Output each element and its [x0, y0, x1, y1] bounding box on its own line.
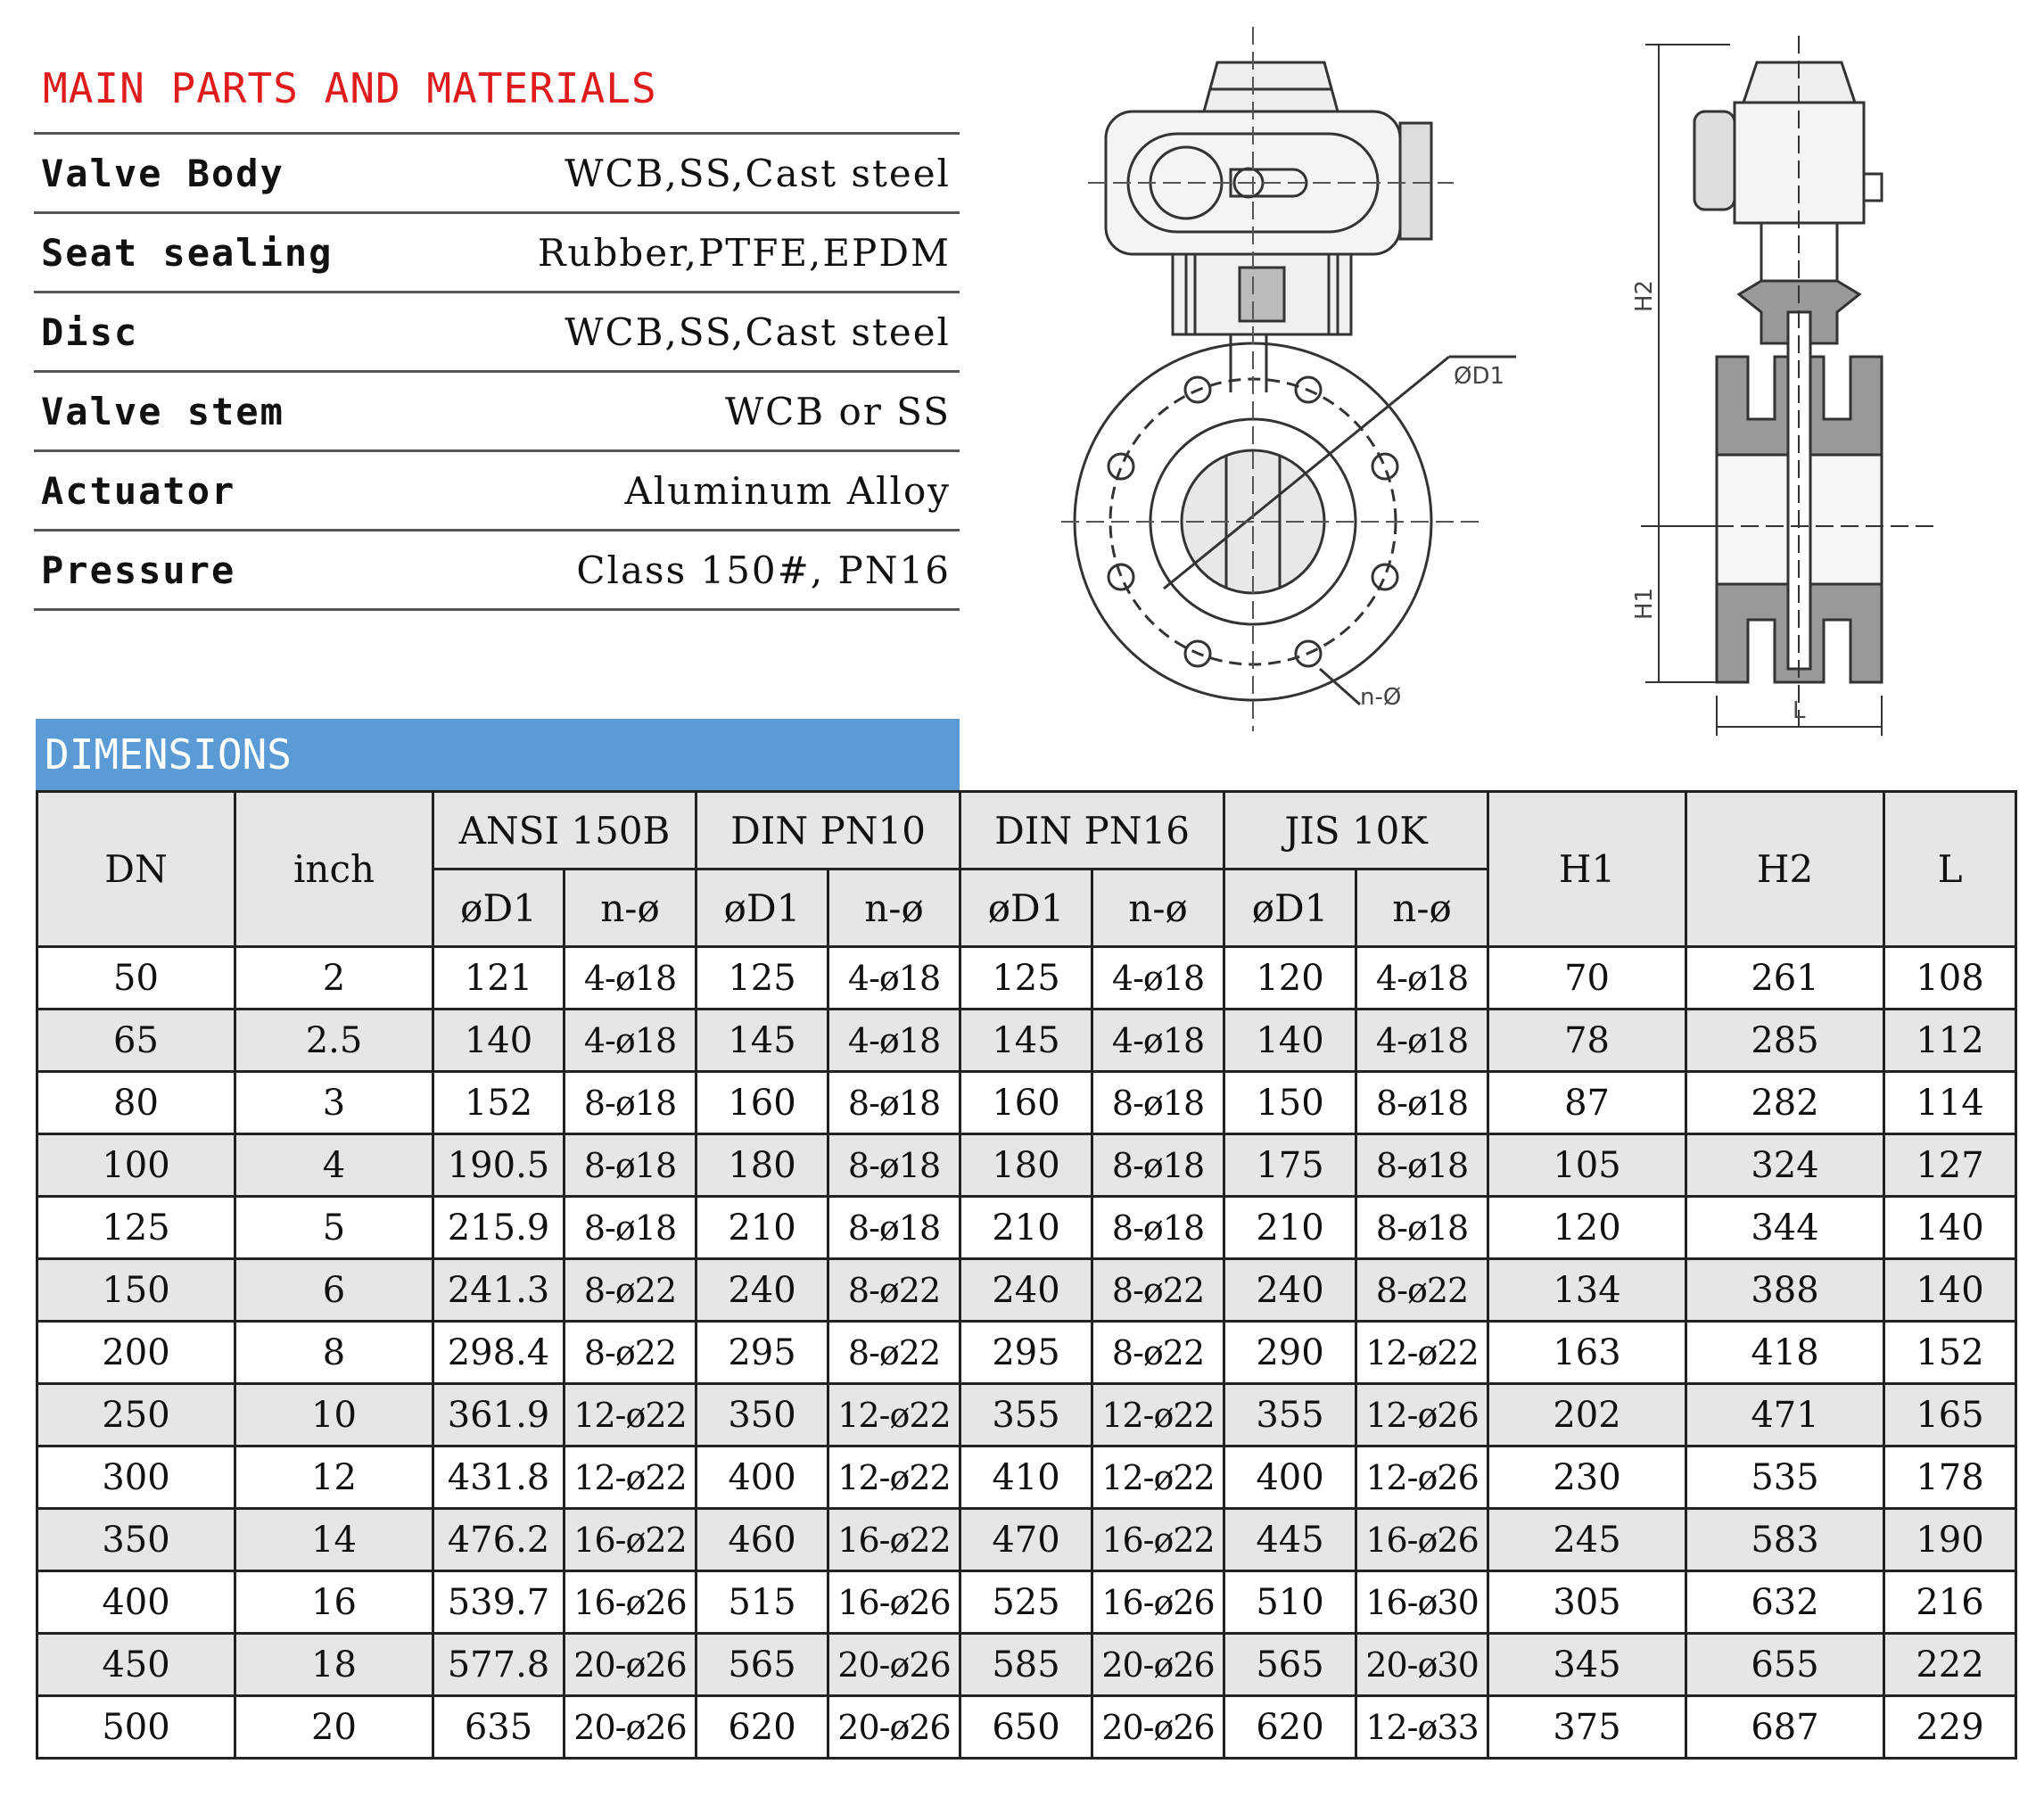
table-row — [37, 1509, 2016, 1571]
flange-front-view — [1075, 343, 1516, 705]
table-cell: 8-ø22 — [565, 1322, 696, 1384]
table-row — [37, 1696, 2016, 1759]
table-cell: 620 — [696, 1696, 828, 1759]
table-row — [37, 947, 2016, 1010]
table-row — [37, 1571, 2016, 1634]
table-cell: 16-ø22 — [565, 1509, 696, 1571]
table-row — [37, 1322, 2016, 1384]
table-cell: 295 — [960, 1322, 1092, 1384]
header-row — [37, 792, 2016, 870]
table-cell: 261 — [1686, 947, 1884, 1010]
table-cell: 460 — [696, 1509, 828, 1571]
table-cell: 632 — [1686, 1571, 1884, 1634]
table-cell: 120 — [1224, 947, 1356, 1010]
table-cell: 20 — [235, 1696, 433, 1759]
table-cell: 8-ø18 — [565, 1197, 696, 1259]
table-cell: 535 — [1686, 1446, 1884, 1509]
table-cell: 620 — [1224, 1696, 1356, 1759]
table-cell: 8-ø22 — [828, 1259, 960, 1322]
table-cell: 16-ø22 — [1092, 1509, 1224, 1571]
table-cell: 112 — [1884, 1010, 2016, 1072]
table-cell: 105 — [1488, 1134, 1686, 1197]
table-cell: 400 — [696, 1446, 828, 1509]
table-cell: 4-ø18 — [1356, 1010, 1488, 1072]
table-cell: 12-ø22 — [565, 1384, 696, 1446]
table-cell: 20-ø26 — [565, 1696, 696, 1759]
table-cell: 510 — [1224, 1571, 1356, 1634]
table-cell: 12-ø26 — [1356, 1384, 1488, 1446]
table-cell: 16-ø26 — [828, 1571, 960, 1634]
table-cell: 4-ø18 — [1092, 1010, 1224, 1072]
table-cell: 180 — [960, 1134, 1092, 1197]
table-cell: 577.8 — [433, 1634, 565, 1696]
table-cell: 4 — [235, 1134, 433, 1197]
dimensions-table — [36, 790, 2017, 1760]
table-cell: 108 — [1884, 947, 2016, 1010]
table-cell: 4-ø18 — [565, 947, 696, 1010]
table-cell: 125 — [37, 1197, 235, 1259]
table-cell: 8-ø22 — [565, 1259, 696, 1322]
table-cell: 431.8 — [433, 1446, 565, 1509]
table-cell: 12-ø22 — [1092, 1384, 1224, 1446]
subheader-n-phi: n-ø — [565, 870, 696, 947]
table-cell: 539.7 — [433, 1571, 565, 1634]
table-cell: 12-ø26 — [1356, 1446, 1488, 1509]
table-cell: 160 — [696, 1072, 828, 1134]
subheader-n-phi: n-ø — [1356, 870, 1488, 947]
subheader-n-phi: n-ø — [828, 870, 960, 947]
table-row — [37, 1010, 2016, 1072]
parts-row — [34, 293, 960, 373]
table-cell: 20-ø26 — [828, 1696, 960, 1759]
table-cell: 585 — [960, 1634, 1092, 1696]
part-material: WCB,SS,Cast steel — [565, 151, 951, 195]
table-cell: 78 — [1488, 1010, 1686, 1072]
parts-row — [34, 214, 960, 293]
subheader-od1: øD1 — [696, 870, 828, 947]
table-cell: 163 — [1488, 1322, 1686, 1384]
header-l: L — [1884, 792, 2016, 947]
table-cell: 16-ø22 — [828, 1509, 960, 1571]
part-name: Disc — [41, 309, 139, 354]
table-cell: 635 — [433, 1696, 565, 1759]
table-cell: 324 — [1686, 1134, 1884, 1197]
table-row — [37, 1072, 2016, 1134]
table-cell: 4-ø18 — [828, 1010, 960, 1072]
dimensions-title: DIMENSIONS — [36, 719, 960, 790]
table-cell: 8-ø18 — [1356, 1134, 1488, 1197]
table-cell: 230 — [1488, 1446, 1686, 1509]
table-cell: 3 — [235, 1072, 433, 1134]
table-cell: 125 — [696, 947, 828, 1010]
table-cell: 8-ø18 — [565, 1072, 696, 1134]
table-cell: 70 — [1488, 947, 1686, 1010]
table-cell: 178 — [1884, 1446, 2016, 1509]
part-name: Valve stem — [41, 389, 284, 433]
table-cell: 152 — [1884, 1322, 2016, 1384]
table-row — [37, 1384, 2016, 1446]
table-cell: 240 — [960, 1259, 1092, 1322]
table-cell: 12-ø22 — [1092, 1446, 1224, 1509]
table-cell: 134 — [1488, 1259, 1686, 1322]
table-cell: 650 — [960, 1696, 1092, 1759]
parts-row — [34, 135, 960, 214]
label-h2: H2 — [1631, 279, 1658, 312]
table-cell: 12-ø22 — [828, 1446, 960, 1509]
table-row — [37, 1197, 2016, 1259]
valve-side-view — [1641, 36, 1935, 731]
table-cell: 375 — [1488, 1696, 1686, 1759]
part-material: WCB or SS — [724, 389, 951, 433]
table-cell: 240 — [1224, 1259, 1356, 1322]
header-din-pn10: DIN PN10 — [696, 792, 960, 870]
header-h2: H2 — [1686, 792, 1884, 947]
parts-list — [34, 132, 960, 611]
table-cell: 361.9 — [433, 1384, 565, 1446]
table-cell: 150 — [37, 1259, 235, 1322]
table-cell: 87 — [1488, 1072, 1686, 1134]
subheader-od1: øD1 — [1224, 870, 1356, 947]
table-cell: 388 — [1686, 1259, 1884, 1322]
table-cell: 210 — [1224, 1197, 1356, 1259]
table-cell: 20-ø30 — [1356, 1634, 1488, 1696]
header-ansi: ANSI 150B — [433, 792, 696, 870]
table-row — [37, 1634, 2016, 1696]
table-cell: 16-ø26 — [565, 1571, 696, 1634]
table-cell: 344 — [1686, 1197, 1884, 1259]
table-cell: 400 — [37, 1571, 235, 1634]
table-cell: 500 — [37, 1696, 235, 1759]
table-cell: 450 — [37, 1634, 235, 1696]
header-h1: H1 — [1488, 792, 1686, 947]
table-cell: 470 — [960, 1509, 1092, 1571]
table-cell: 215.9 — [433, 1197, 565, 1259]
parts-row — [34, 373, 960, 452]
table-cell: 305 — [1488, 1571, 1686, 1634]
part-material: WCB,SS,Cast steel — [565, 309, 951, 354]
table-cell: 515 — [696, 1571, 828, 1634]
table-cell: 295 — [696, 1322, 828, 1384]
table-cell: 2.5 — [235, 1010, 433, 1072]
table-cell: 285 — [1686, 1010, 1884, 1072]
subheader-n-phi: n-ø — [1092, 870, 1224, 947]
table-cell: 145 — [696, 1010, 828, 1072]
table-cell: 8-ø18 — [1356, 1197, 1488, 1259]
table-cell: 210 — [960, 1197, 1092, 1259]
table-cell: 400 — [1224, 1446, 1356, 1509]
table-cell: 114 — [1884, 1072, 2016, 1134]
table-cell: 350 — [37, 1509, 235, 1571]
table-cell: 655 — [1686, 1634, 1884, 1696]
table-cell: 18 — [235, 1634, 433, 1696]
table-cell: 12-ø22 — [828, 1384, 960, 1446]
table-cell: 6 — [235, 1259, 433, 1322]
table-cell: 20-ø26 — [565, 1634, 696, 1696]
table-cell: 476.2 — [433, 1509, 565, 1571]
table-cell: 4-ø18 — [565, 1010, 696, 1072]
table-cell: 250 — [37, 1384, 235, 1446]
table-cell: 355 — [1224, 1384, 1356, 1446]
table-cell: 16-ø30 — [1356, 1571, 1488, 1634]
table-cell: 200 — [37, 1322, 235, 1384]
table-cell: 418 — [1686, 1322, 1884, 1384]
table-cell: 8-ø18 — [1092, 1197, 1224, 1259]
table-cell: 80 — [37, 1072, 235, 1134]
table-cell: 190.5 — [433, 1134, 565, 1197]
table-row — [37, 1259, 2016, 1322]
table-cell: 12-ø22 — [565, 1446, 696, 1509]
dimensions-body — [37, 947, 2016, 1759]
table-cell: 565 — [1224, 1634, 1356, 1696]
table-cell: 241.3 — [433, 1259, 565, 1322]
header-inch: inch — [235, 792, 433, 947]
table-cell: 8-ø22 — [828, 1322, 960, 1384]
table-cell: 12-ø22 — [1356, 1322, 1488, 1384]
part-name: Pressure — [41, 548, 236, 592]
table-cell: 8-ø18 — [828, 1197, 960, 1259]
table-cell: 687 — [1686, 1696, 1884, 1759]
table-cell: 16 — [235, 1571, 433, 1634]
table-cell: 10 — [235, 1384, 433, 1446]
table-cell: 240 — [696, 1259, 828, 1322]
header-dn: DN — [37, 792, 235, 947]
header-jis: JIS 10K — [1224, 792, 1488, 870]
table-cell: 245 — [1488, 1509, 1686, 1571]
table-cell: 65 — [37, 1010, 235, 1072]
part-name: Seat sealing — [41, 230, 334, 275]
table-cell: 300 — [37, 1446, 235, 1509]
table-cell: 222 — [1884, 1634, 2016, 1696]
table-cell: 12-ø33 — [1356, 1696, 1488, 1759]
part-name: Actuator — [41, 468, 236, 513]
table-cell: 180 — [696, 1134, 828, 1197]
table-cell: 4-ø18 — [1356, 947, 1488, 1010]
part-material: Rubber,PTFE,EPDM — [537, 230, 951, 275]
table-cell: 20-ø26 — [1092, 1634, 1224, 1696]
table-cell: 121 — [433, 947, 565, 1010]
label-h1: H1 — [1631, 587, 1658, 620]
part-material: Class 150#, PN16 — [576, 548, 951, 592]
table-cell: 140 — [1884, 1259, 2016, 1322]
table-cell: 8-ø22 — [1092, 1259, 1224, 1322]
table-cell: 20-ø26 — [1092, 1696, 1224, 1759]
table-cell: 120 — [1488, 1197, 1686, 1259]
table-cell: 445 — [1224, 1509, 1356, 1571]
table-cell: 20-ø26 — [828, 1634, 960, 1696]
table-row — [37, 1134, 2016, 1197]
table-cell: 345 — [1488, 1634, 1686, 1696]
table-cell: 282 — [1686, 1072, 1884, 1134]
table-cell: 50 — [37, 947, 235, 1010]
table-cell: 290 — [1224, 1322, 1356, 1384]
table-cell: 175 — [1224, 1134, 1356, 1197]
table-cell: 140 — [433, 1010, 565, 1072]
label-n-phi: n-Ø — [1360, 684, 1402, 711]
label-l: L — [1793, 697, 1806, 724]
table-cell: 100 — [37, 1134, 235, 1197]
table-cell: 8-ø18 — [1356, 1072, 1488, 1134]
table-cell: 140 — [1224, 1010, 1356, 1072]
table-cell: 4-ø18 — [1092, 947, 1224, 1010]
table-cell: 145 — [960, 1010, 1092, 1072]
header-din-pn16: DIN PN16 — [960, 792, 1224, 870]
table-cell: 125 — [960, 947, 1092, 1010]
table-cell: 152 — [433, 1072, 565, 1134]
subheader-od1: øD1 — [960, 870, 1092, 947]
table-cell: 8 — [235, 1322, 433, 1384]
table-cell: 150 — [1224, 1072, 1356, 1134]
table-cell: 210 — [696, 1197, 828, 1259]
table-cell: 8-ø18 — [828, 1134, 960, 1197]
table-cell: 160 — [960, 1072, 1092, 1134]
subheader-od1: øD1 — [433, 870, 565, 947]
part-name: Valve Body — [41, 151, 284, 195]
table-cell: 14 — [235, 1509, 433, 1571]
table-cell: 16-ø26 — [1092, 1571, 1224, 1634]
table-cell: 8-ø18 — [828, 1072, 960, 1134]
table-cell: 8-ø18 — [1092, 1072, 1224, 1134]
table-cell: 565 — [696, 1634, 828, 1696]
table-cell: 127 — [1884, 1134, 2016, 1197]
table-cell: 8-ø22 — [1092, 1322, 1224, 1384]
table-cell: 350 — [696, 1384, 828, 1446]
table-cell: 583 — [1686, 1509, 1884, 1571]
table-cell: 229 — [1884, 1696, 2016, 1759]
table-cell: 471 — [1686, 1384, 1884, 1446]
table-cell: 8-ø18 — [565, 1134, 696, 1197]
table-cell: 2 — [235, 947, 433, 1010]
parts-title: MAIN PARTS AND MATERIALS — [43, 64, 657, 112]
table-cell: 5 — [235, 1197, 433, 1259]
parts-row — [34, 452, 960, 532]
table-cell: 355 — [960, 1384, 1092, 1446]
table-cell: 202 — [1488, 1384, 1686, 1446]
table-cell: 298.4 — [433, 1322, 565, 1384]
table-row — [37, 1446, 2016, 1509]
table-cell: 190 — [1884, 1509, 2016, 1571]
table-cell: 8-ø22 — [1356, 1259, 1488, 1322]
table-cell: 4-ø18 — [828, 947, 960, 1010]
parts-row — [34, 532, 960, 611]
table-cell: 8-ø18 — [1092, 1134, 1224, 1197]
table-cell: 165 — [1884, 1384, 2016, 1446]
valve-technical-drawing — [1052, 18, 2033, 749]
table-cell: 525 — [960, 1571, 1092, 1634]
table-cell: 12 — [235, 1446, 433, 1509]
table-cell: 16-ø26 — [1356, 1509, 1488, 1571]
table-cell: 410 — [960, 1446, 1092, 1509]
label-od1: ØD1 — [1454, 363, 1505, 390]
part-material: Aluminum Alloy — [624, 468, 951, 513]
table-cell: 140 — [1884, 1197, 2016, 1259]
table-cell: 216 — [1884, 1571, 2016, 1634]
